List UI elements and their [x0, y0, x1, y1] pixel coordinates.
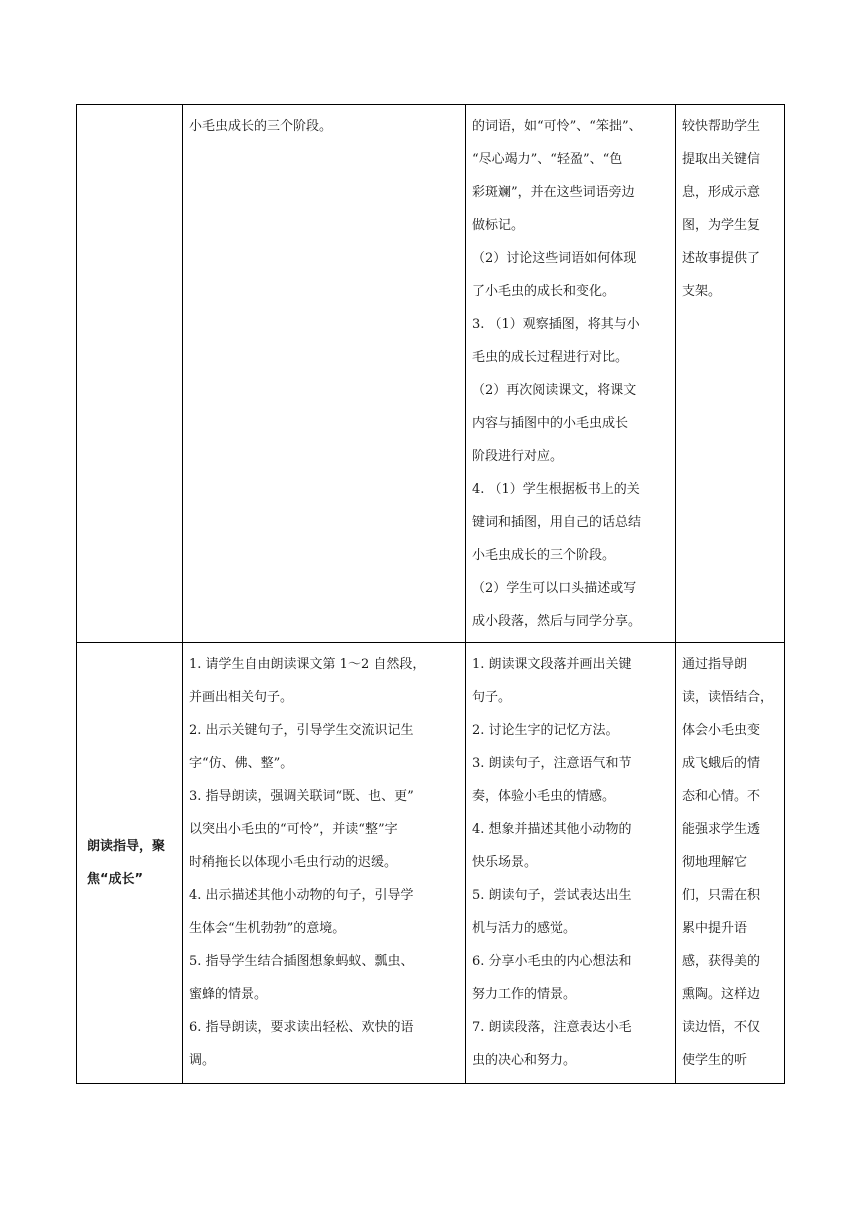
- intent-line: 能强求学生透: [682, 822, 761, 837]
- intent-line: 熏陶。这样边: [682, 987, 761, 1002]
- teacher-line: 蜜蜂的情景。: [189, 987, 268, 1002]
- student-line: 阶段进行对应。: [472, 449, 564, 464]
- intent-line: 感，获得美的: [682, 954, 761, 969]
- student-activity-cell: [466, 643, 676, 1084]
- student-line: 3. 朗读句子，注意语气和节: [472, 756, 632, 771]
- intent-line: 读边悟，不仅: [682, 1020, 761, 1035]
- lesson-plan-table: [76, 104, 785, 1084]
- teacher-activity-cell: [183, 105, 466, 643]
- student-line: 7. 朗读段落，注意表达小毛: [472, 1020, 632, 1035]
- student-line: 4. （1）学生根据板书上的关: [472, 482, 640, 497]
- student-line: 6. 分享小毛虫的内心想法和: [472, 954, 632, 969]
- teacher-line: 3. 指导朗读，强调关联词“既、也、更”: [189, 789, 414, 804]
- student-line: 奏，体验小毛虫的情感。: [472, 789, 616, 804]
- student-line: （2）学生可以口头描述或写: [472, 581, 637, 596]
- intent-line: 累中提升语: [682, 921, 748, 936]
- student-line: 彩斑斓”，并在这些词语旁边: [472, 185, 635, 200]
- student-line: 毛虫的成长过程进行对比。: [472, 350, 629, 365]
- student-line: （2）再次阅读课文，将课文: [472, 383, 637, 398]
- teacher-line: 调。: [189, 1053, 216, 1068]
- student-line: 4. 想象并描述其他小动物的: [472, 822, 632, 837]
- student-line: 句子。: [472, 690, 512, 705]
- intent-line: 体会小毛虫变: [682, 723, 761, 738]
- student-line: 成小段落，然后与同学分享。: [472, 614, 642, 629]
- student-activity-cell: [466, 105, 676, 643]
- student-line: 5. 朗读句子，尝试表达出生: [472, 888, 632, 903]
- table-row: [77, 105, 785, 643]
- teacher-line: 并画出相关句子。: [189, 690, 294, 705]
- intent-line: 息，形成示意: [682, 185, 761, 200]
- teacher-line: 以突出小毛虫的“可怜”，并读“整”字: [189, 822, 398, 837]
- student-line: 3. （1）观察插图，将其与小: [472, 317, 640, 332]
- student-line: 小毛虫成长的三个阶段。: [472, 548, 616, 563]
- teacher-line: 字“仿、佛、整”。: [189, 756, 294, 771]
- student-line: 1. 朗读课文段落并画出关键: [472, 657, 632, 672]
- teacher-line: 生体会“生机勃勃”的意境。: [189, 921, 346, 936]
- intent-line: 使学生的听: [682, 1053, 748, 1068]
- student-line: 努力工作的情景。: [472, 987, 577, 1002]
- teacher-line: 4. 出示描述其他小动物的句子，引导学: [189, 888, 414, 903]
- intent-line: 彻地理解它: [682, 855, 748, 870]
- teacher-line: 小毛虫成长的三个阶段。: [189, 119, 333, 134]
- student-line: 快乐场景。: [472, 855, 538, 870]
- intent-line: 支架。: [682, 284, 722, 299]
- stage-cell: [77, 105, 183, 643]
- design-intent-cell: [676, 643, 785, 1084]
- intent-line: 提取出关键信: [682, 152, 761, 167]
- intent-line: 述故事提供了: [682, 251, 761, 266]
- student-line: 做标记。: [472, 218, 525, 233]
- student-line: 机与活力的感觉。: [472, 921, 577, 936]
- intent-line: 们，只需在积: [682, 888, 761, 903]
- intent-line: 通过指导朗: [682, 657, 748, 672]
- stage-cell: [77, 643, 183, 1084]
- teacher-line: 6. 指导朗读，要求读出轻松、欢快的语: [189, 1020, 414, 1035]
- student-line: （2）讨论这些词语如何体现: [472, 251, 637, 266]
- student-line: 键词和插图，用自己的话总结: [472, 515, 642, 530]
- teacher-line: 1. 请学生自由朗读课文第 1～2 自然段，: [189, 657, 426, 672]
- intent-line: 成飞蛾后的情: [682, 756, 761, 771]
- stage-line: 焦“成长”: [87, 872, 144, 887]
- teacher-line: 时稍拖长以体现小毛虫行动的迟缓。: [189, 855, 398, 870]
- intent-line: 读，读悟结合，: [682, 690, 774, 705]
- intent-line: 态和心情。不: [682, 789, 761, 804]
- student-line: 的词语，如“可怜”、“笨拙”、: [472, 119, 642, 134]
- intent-line: 图，为学生复: [682, 218, 761, 233]
- table-row: [77, 643, 785, 1084]
- student-line: “尽心竭力”、“轻盈”、“色: [472, 152, 623, 167]
- stage-line: 朗读指导，聚: [87, 839, 166, 854]
- intent-line: 较快帮助学生: [682, 119, 761, 134]
- design-intent-cell: [676, 105, 785, 643]
- teacher-activity-cell: [183, 643, 466, 1084]
- teacher-line: 5. 指导学生结合插图想象蚂蚁、瓢虫、: [189, 954, 414, 969]
- student-line: 虫的决心和努力。: [472, 1053, 577, 1068]
- student-line: 了小毛虫的成长和变化。: [472, 284, 616, 299]
- student-line: 内容与插图中的小毛虫成长: [472, 416, 629, 431]
- student-line: 2. 讨论生字的记忆方法。: [472, 723, 619, 738]
- teacher-line: 2. 出示关键句子，引导学生交流识记生: [189, 723, 414, 738]
